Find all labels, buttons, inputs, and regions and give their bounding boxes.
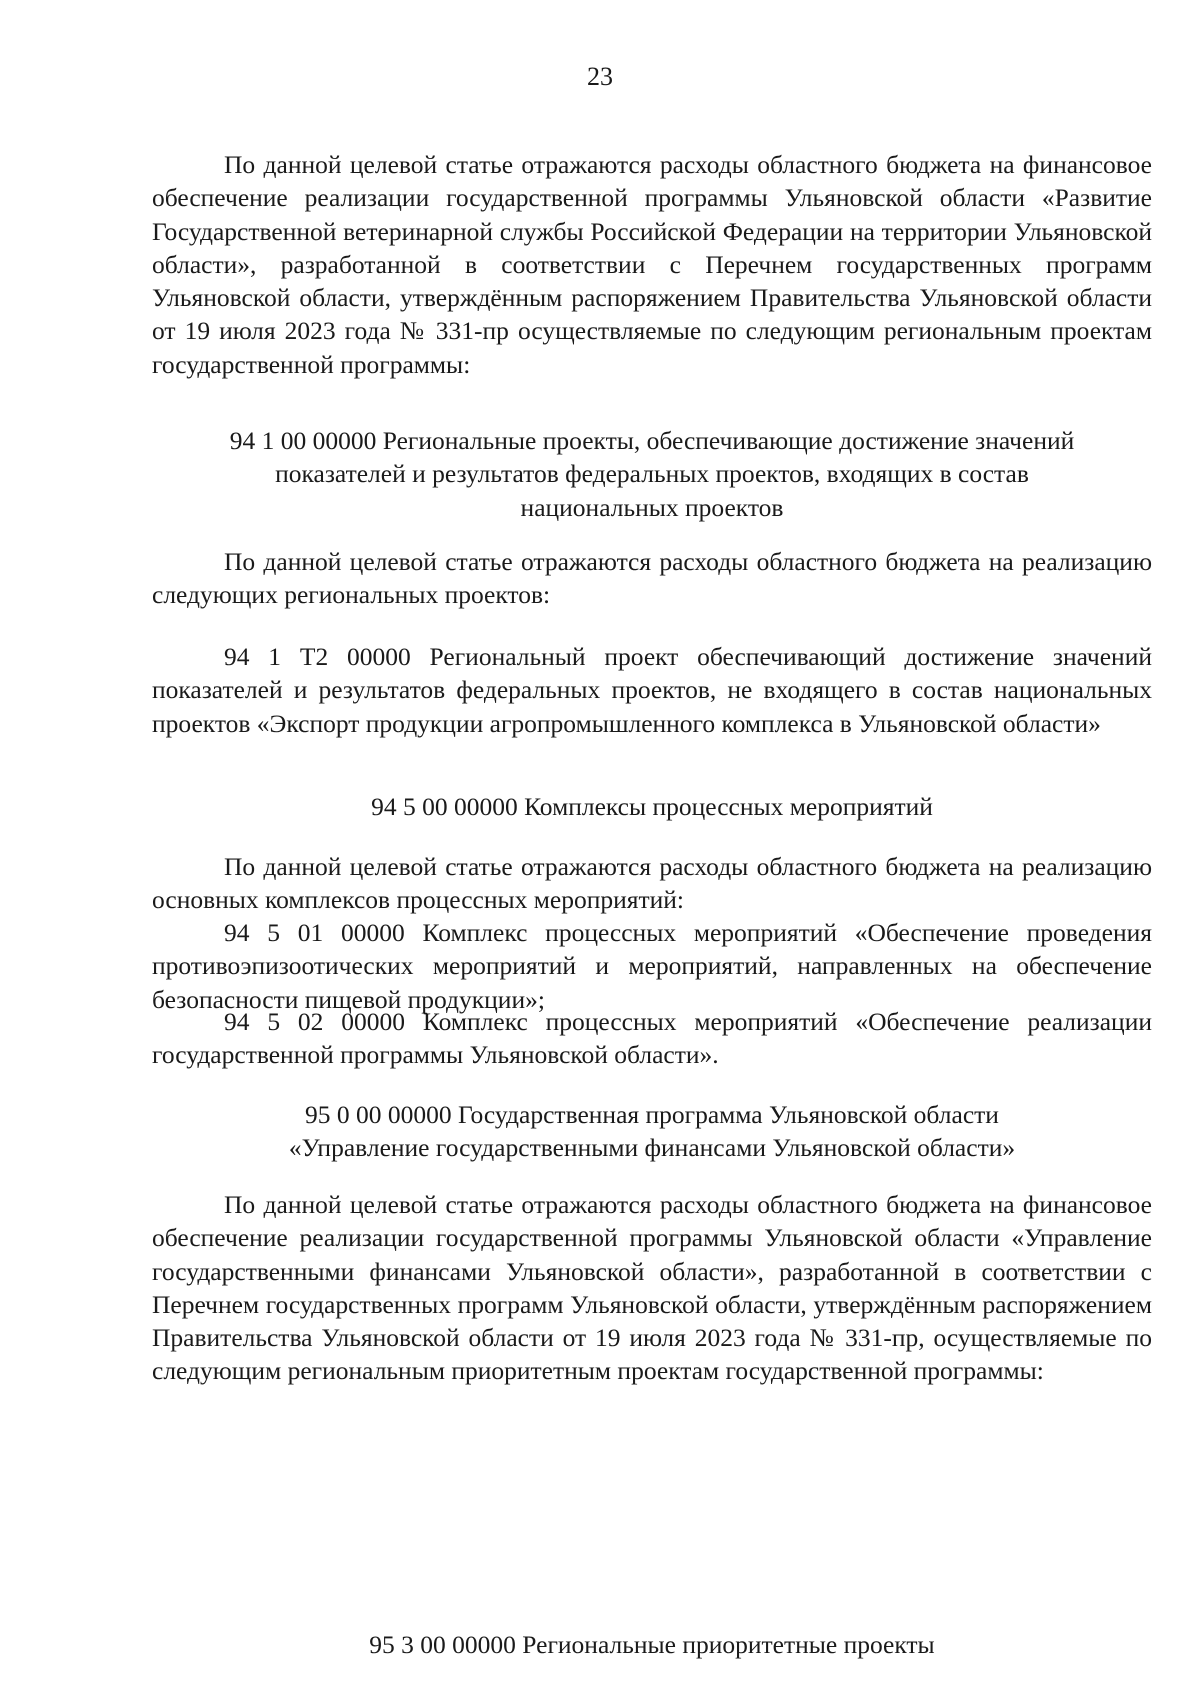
paragraph-regional-projects-intro: По данной целевой статье отражаются расходы областного бюджета на реализацию следующих региональных проектов: <box>152 547 1152 610</box>
heading-process-complexes-text: 94 5 00 00000 Комплексы процессных мероприятий <box>371 792 933 821</box>
heading-regional-projects <box>142 424 1162 524</box>
heading-regional-projects-line-1: 94 1 00 00000 Региональные проекты, обеспечивающие достижение значений <box>229 426 1075 455</box>
heading-finance-program-line-1: 95 0 00 00000 Государственная программа Ульяновской области <box>305 1100 999 1129</box>
heading-finance-program-line-2: «Управление государственными финансами Ульяновской области» <box>288 1133 1016 1163</box>
paragraph-complex-94-5-01: 94 5 01 00000 Комплекс процессных мероприятий «Обеспечение проведения противоэпизоотических мероприятий и мероприятий, направленных на обеспечение безопасности пищевой продукции»; <box>152 918 1152 1014</box>
paragraph-finance-program: По данной целевой статье отражаются расходы областного бюджета на финансовое обеспечение реализации государственной программы Ульяновской области «Управление государственными финансами Ульяновской области», разработанной в соответствии с Перечнем государственных программ Ульяновской области, утверждённым распоряжением Правительства Ульяновской области от 19 июля 2023 года № 331-пр, осуществляемые по следующим региональным приоритетным проектам государственной программы: <box>152 1190 1152 1386</box>
heading-regional-projects-line-2: показателей и результатов федеральных проектов, входящих в состав <box>275 459 1029 489</box>
paragraph-complex-94-5-02: 94 5 02 00000 Комплекс процессных мероприятий «Обеспечение реализации государственной программы Ульяновской области». <box>152 1007 1152 1070</box>
heading-finance-program <box>152 1098 1152 1165</box>
heading-priority-projects-text: 95 3 00 00000 Региональные приоритетные проекты <box>369 1630 935 1659</box>
heading-priority-projects <box>152 1628 1152 1661</box>
paragraph-process-complexes-intro: По данной целевой статье отражаются расходы областного бюджета на реализацию основных комплексов процессных мероприятий: <box>152 852 1152 915</box>
paragraph-export-project: 94 1 Т2 00000 Региональный проект обеспечивающий достижение значений показателей и результатов федеральных проектов, не входящего в состав национальных проектов «Экспорт продукции агропромышленного комплекса в Ульяновской области» <box>152 642 1152 738</box>
paragraph-veterinary-program: По данной целевой статье отражаются расходы областного бюджета на финансовое обеспечение реализации государственной программы Ульяновской области «Развитие Государственной ветеринарной службы Российской Федерации на территории Ульяновской области», разработанной в соответствии с Перечнем государственных программ Ульяновской области, утверждённым распоряжением Правительства Ульяновской области от 19 июля 2023 года № 331-пр осуществляемые по следующим региональным проектам государственной программы: <box>152 150 1152 379</box>
page-number: 23 <box>587 62 613 91</box>
heading-process-complexes <box>152 790 1152 823</box>
heading-regional-projects-line-3: национальных проектов <box>520 492 784 522</box>
